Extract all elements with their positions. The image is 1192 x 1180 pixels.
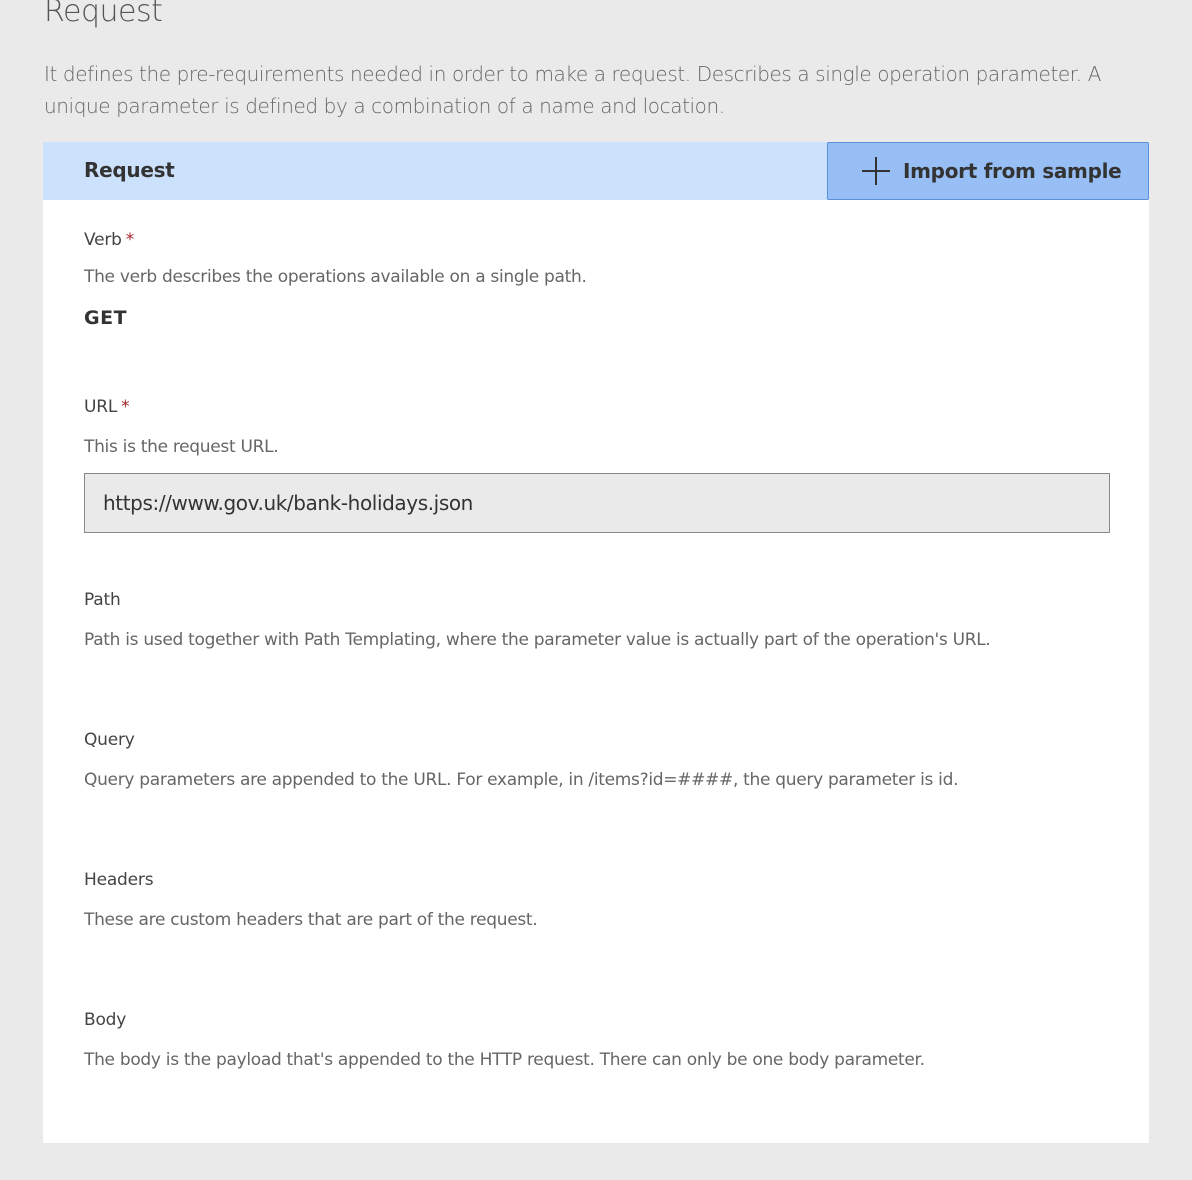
headers-description: These are custom headers that are part of the request. — [84, 910, 538, 930]
request-card — [43, 142, 1149, 1143]
path-label: Path — [84, 590, 121, 610]
card-header — [43, 142, 1149, 200]
card-header-title: Request — [84, 158, 175, 182]
url-label: URL * — [84, 397, 130, 417]
import-from-sample-button[interactable] — [827, 142, 1149, 200]
query-label: Query — [84, 730, 135, 750]
page-title: Request — [44, 0, 163, 29]
verb-description: The verb describes the operations available on a single path. — [84, 267, 587, 287]
url-field — [84, 397, 1114, 537]
path-field — [84, 590, 1114, 660]
url-description: This is the request URL. — [84, 437, 279, 457]
headers-field — [84, 870, 1114, 940]
body-label: Body — [84, 1010, 127, 1030]
path-description: Path is used together with Path Templating, where the parameter value is actually part of the operation's URL. — [84, 630, 991, 650]
query-field — [84, 730, 1114, 800]
import-from-sample-label: Import from sample — [903, 159, 1122, 183]
headers-label: Headers — [84, 870, 154, 890]
verb-value: GET — [84, 307, 128, 329]
page-description: It defines the pre-requirements needed in order to make a request. Describes a single operation parameter. A unique parameter is defined by a combination of a name and location. — [44, 62, 1101, 118]
verb-required-marker: * — [125, 230, 135, 250]
body-description: The body is the payload that's appended to the HTTP request. There can only be one body parameter. — [84, 1050, 925, 1070]
verb-field — [84, 230, 1114, 350]
url-input[interactable] — [84, 473, 1110, 533]
url-required-marker: * — [121, 397, 130, 417]
plus-icon — [861, 156, 891, 186]
query-description: Query parameters are appended to the URL. For example, in /items?id=####, the query parameter is id. — [84, 770, 959, 790]
verb-label: Verb * — [84, 230, 135, 250]
body-field — [84, 1010, 1114, 1080]
